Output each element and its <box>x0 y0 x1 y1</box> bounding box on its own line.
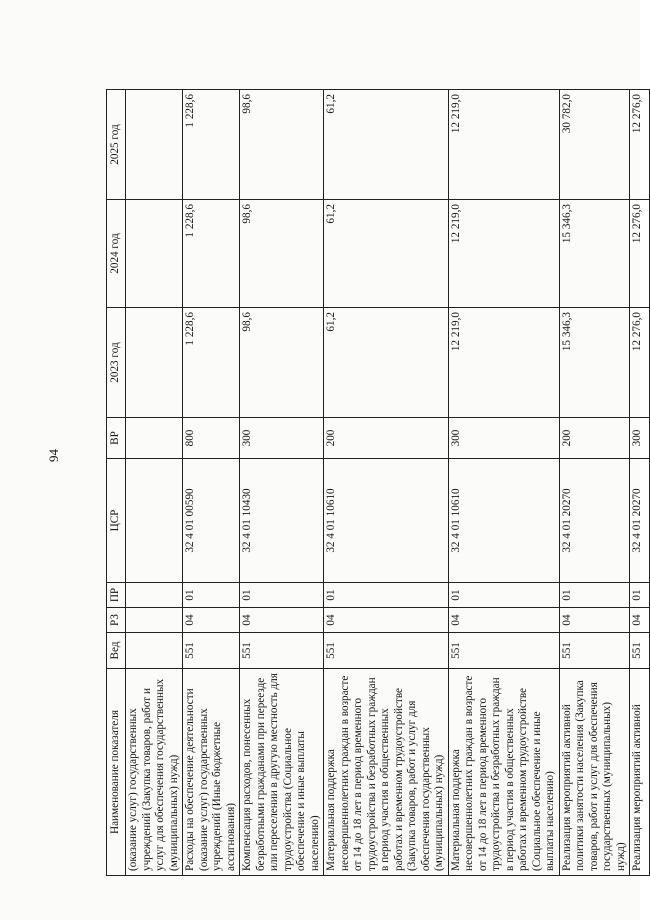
row-vr: 200 <box>324 418 449 459</box>
row-pr: 01 <box>324 583 449 608</box>
row-rz: 04 <box>630 608 650 633</box>
row-2023: 61,2 <box>324 308 449 418</box>
header-pr: ПР <box>107 583 126 608</box>
row-2024: 1 228,6 <box>183 200 240 308</box>
row-2024: 12 276,0 <box>630 200 650 308</box>
row-2025: 12 276,0 <box>630 90 650 200</box>
row-ved: 551 <box>240 633 324 669</box>
page-number: 94 <box>46 449 61 462</box>
header-2025: 2025 год <box>107 90 126 200</box>
row-name: Компенсация расходов, понесенных безработными гражданами при переезде или переселении в другую местность для трудоустройства (Социальное обеспечение и иные выплаты населению) <box>240 669 324 876</box>
row-2023 <box>126 308 183 418</box>
header-2024: 2024 год <box>107 200 126 308</box>
row-vr: 200 <box>559 418 630 459</box>
row-pr: 01 <box>183 583 240 608</box>
header-ved: Вед <box>107 633 126 669</box>
row-2023: 1 228,6 <box>183 308 240 418</box>
row-ved: 551 <box>630 633 650 669</box>
row-ved <box>126 633 183 669</box>
table-row <box>324 90 449 876</box>
row-vr: 300 <box>448 418 559 459</box>
header-2023: 2023 год <box>107 308 126 418</box>
row-2023: 12 276,0 <box>630 308 650 418</box>
row-pr <box>126 583 183 608</box>
row-vr: 300 <box>240 418 324 459</box>
budget-table <box>106 89 650 876</box>
row-vr: 800 <box>183 418 240 459</box>
row-csr: 32 4 01 20270 <box>559 459 630 583</box>
row-ved: 551 <box>324 633 449 669</box>
row-2024: 98,6 <box>240 200 324 308</box>
row-2024: 61,2 <box>324 200 449 308</box>
row-csr <box>126 459 183 583</box>
row-2024: 12 219,0 <box>448 200 559 308</box>
table-row <box>240 90 324 876</box>
table-row <box>183 90 240 876</box>
row-2023: 12 219,0 <box>448 308 559 418</box>
row-pr: 01 <box>559 583 630 608</box>
table-row <box>630 90 650 876</box>
row-ved: 551 <box>183 633 240 669</box>
row-2024: 15 346,3 <box>559 200 630 308</box>
row-vr: 300 <box>630 418 650 459</box>
row-rz: 04 <box>448 608 559 633</box>
row-name: Материальная поддержка несовершеннолетних граждан в возрасте от 14 до 18 лет в период временного трудоустройства и безработных граждан в период участия в общественных работах и временном трудоустройстве (Закупка товаров, работ и услуг для обеспечения государственных (муниципальных) нужд) <box>324 669 449 876</box>
header-name: Наименование показателя <box>107 669 126 876</box>
row-pr: 01 <box>630 583 650 608</box>
row-csr: 32 4 01 10610 <box>324 459 449 583</box>
row-csr: 32 4 01 10430 <box>240 459 324 583</box>
row-2025: 98,6 <box>240 90 324 200</box>
row-pr: 01 <box>240 583 324 608</box>
table-row <box>126 90 183 876</box>
row-2025 <box>126 90 183 200</box>
row-vr <box>126 418 183 459</box>
row-rz: 04 <box>240 608 324 633</box>
row-csr: 32 4 01 10610 <box>448 459 559 583</box>
row-name: Реализация мероприятий активной политики занятости населения (Закупка товаров, работ и услуг для обеспечения государственных (муниципальных) нужд) <box>559 669 630 876</box>
rotated-table-container <box>106 90 643 876</box>
row-2024 <box>126 200 183 308</box>
row-ved: 551 <box>559 633 630 669</box>
row-ved: 551 <box>448 633 559 669</box>
row-csr: 32 4 01 20270 <box>630 459 650 583</box>
row-2025: 12 219,0 <box>448 90 559 200</box>
row-name: (оказание услуг) государственных учреждений (Закупка товаров, работ и услуг для обеспечения государственных (муниципальных) нужд) <box>126 669 183 876</box>
row-csr: 32 4 01 00590 <box>183 459 240 583</box>
row-pr: 01 <box>448 583 559 608</box>
header-vr: ВР <box>107 418 126 459</box>
row-2023: 98,6 <box>240 308 324 418</box>
row-rz: 04 <box>559 608 630 633</box>
table-row <box>448 90 559 876</box>
row-name: Материальная поддержка несовершеннолетних граждан в возрасте от 14 до 18 лет в период временного трудоустройства и безработных граждан в период участия в общественных работах и временном трудоустройстве (Социальное обеспечение и иные выплаты населению) <box>448 669 559 876</box>
row-name: Реализация мероприятий активной <box>630 669 650 876</box>
row-2025: 1 228,6 <box>183 90 240 200</box>
table-header-row <box>107 90 126 876</box>
row-name: Расходы на обеспечение деятельности (оказание услуг) государственных учреждений (Иные бюджетные ассигнования) <box>183 669 240 876</box>
row-rz <box>126 608 183 633</box>
table-row <box>559 90 630 876</box>
row-2023: 15 346,3 <box>559 308 630 418</box>
row-2025: 30 782,0 <box>559 90 630 200</box>
row-2025: 61,2 <box>324 90 449 200</box>
header-rz: РЗ <box>107 608 126 633</box>
header-csr: ЦСР <box>107 459 126 583</box>
row-rz: 04 <box>324 608 449 633</box>
row-rz: 04 <box>183 608 240 633</box>
